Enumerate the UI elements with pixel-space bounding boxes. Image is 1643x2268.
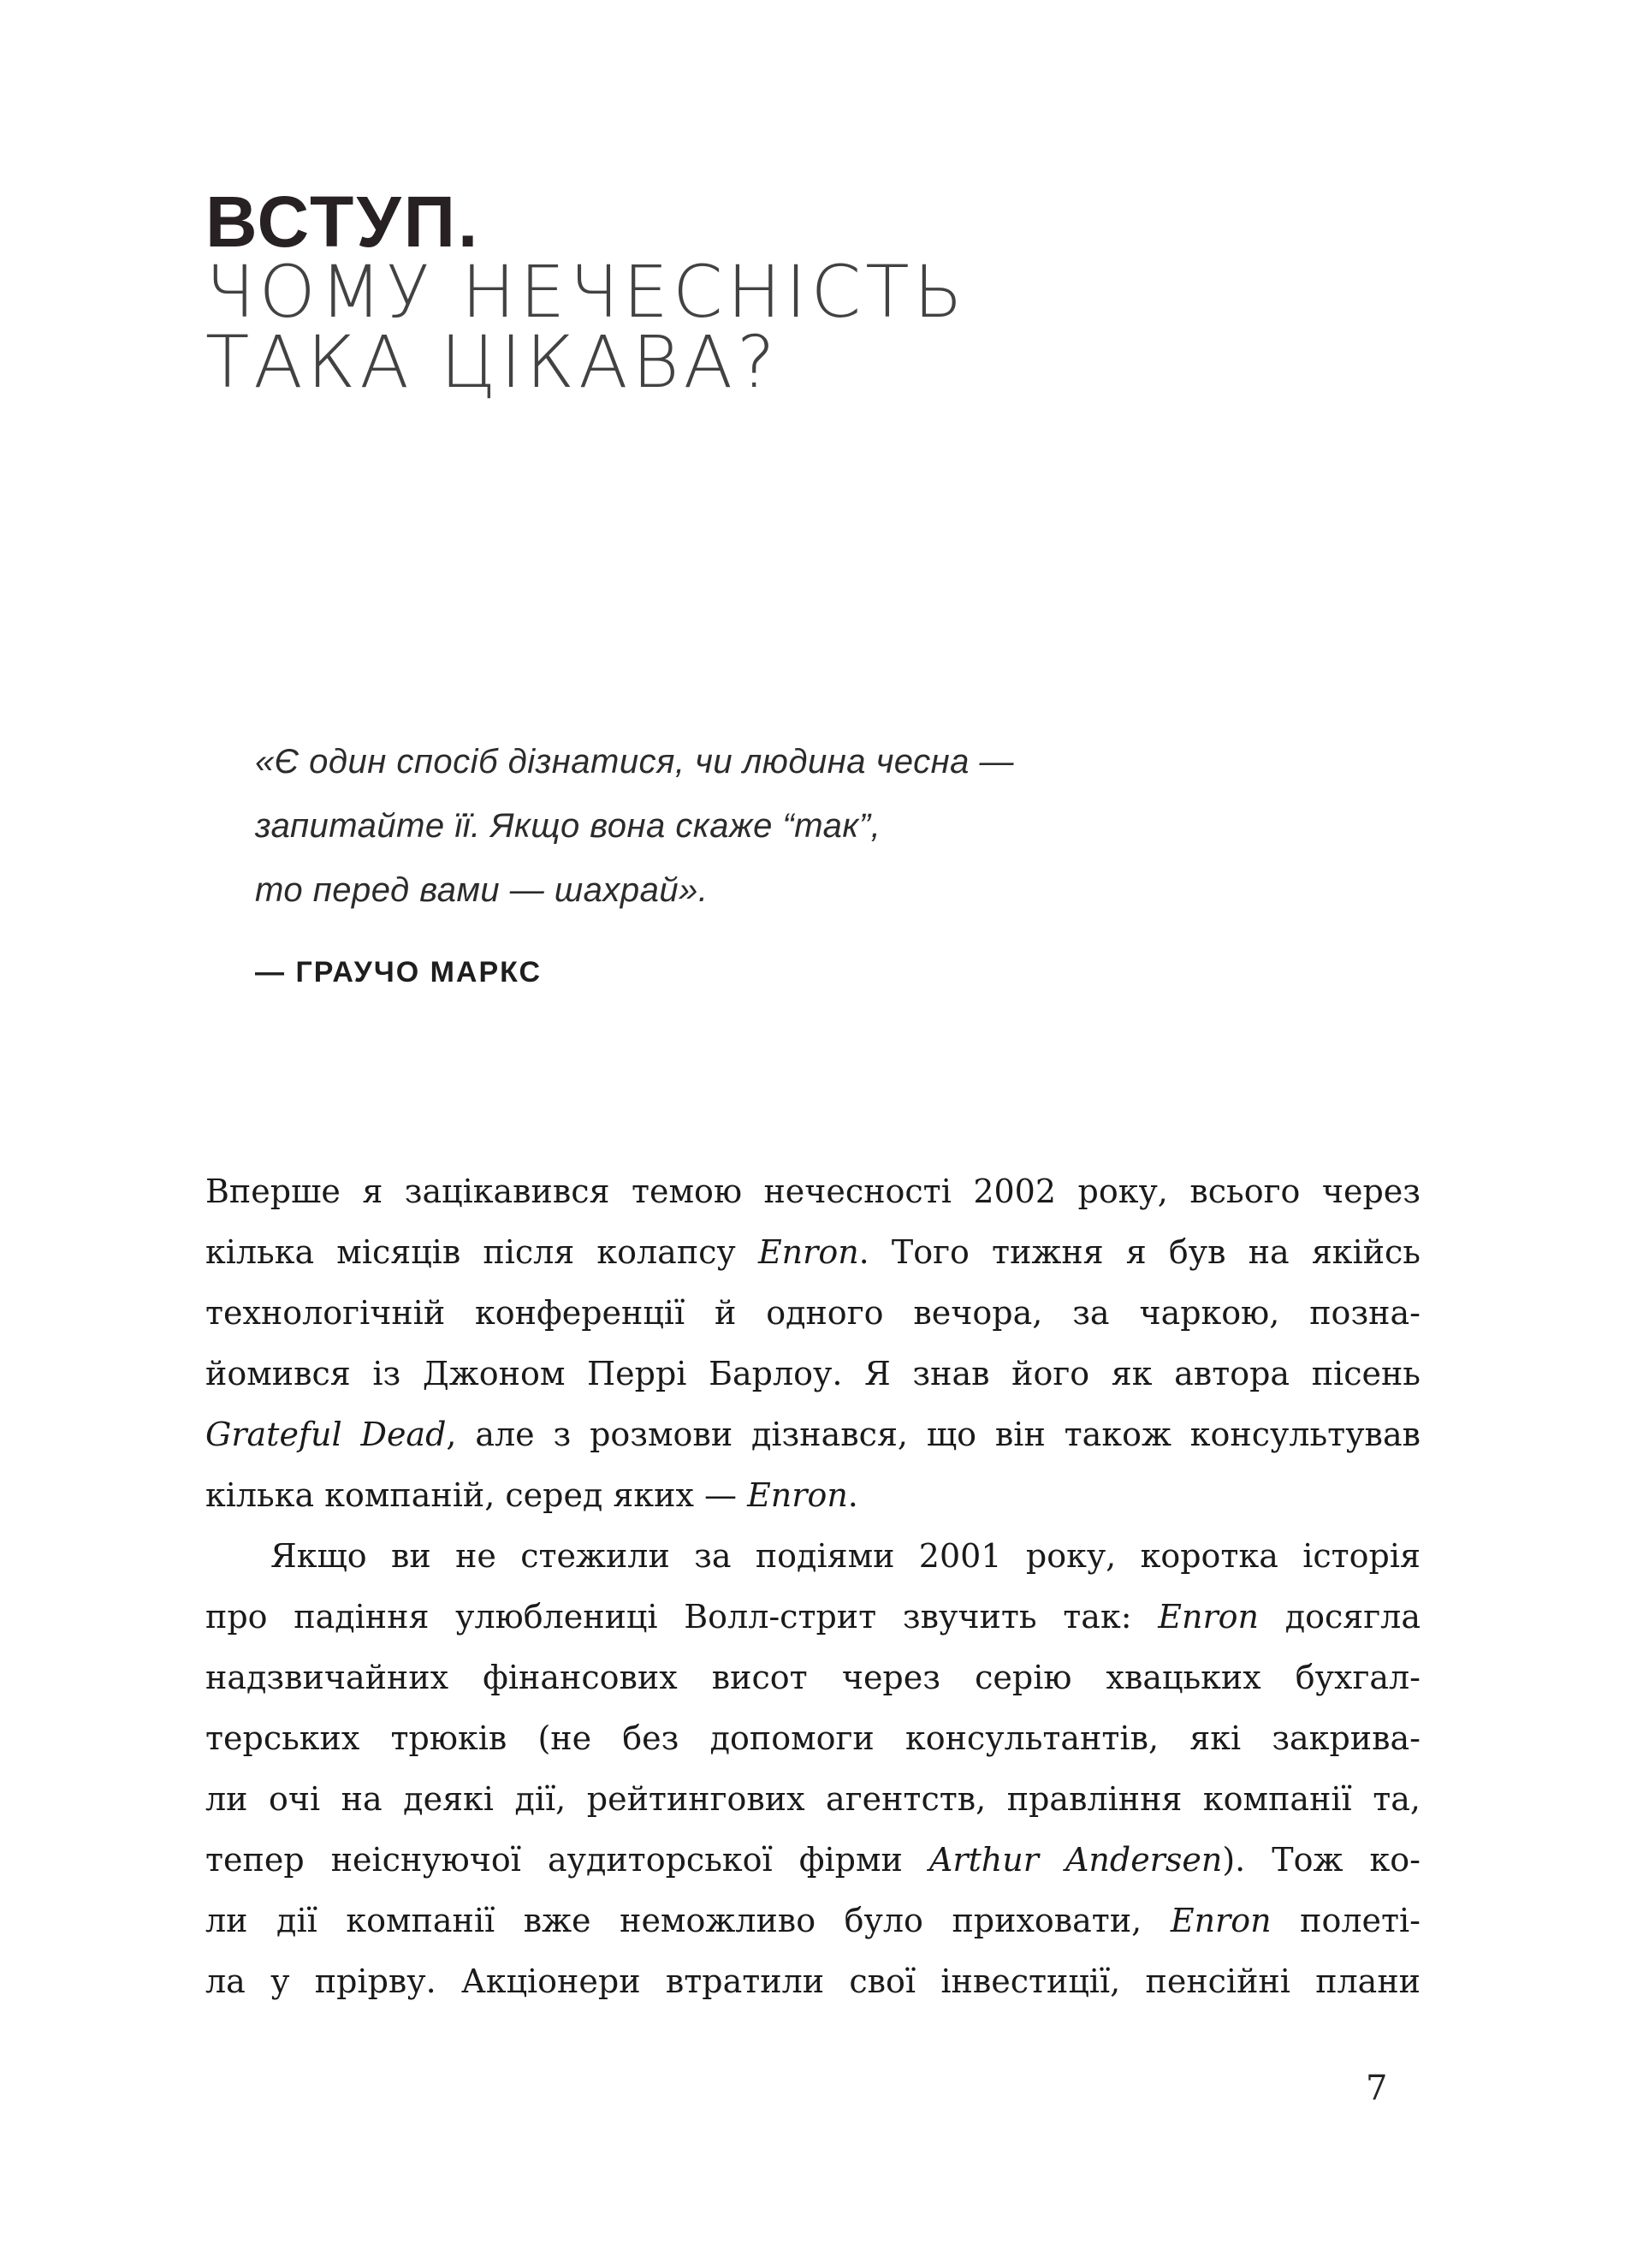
text-run: . bbox=[847, 1476, 858, 1514]
body-line bbox=[205, 1951, 1421, 2012]
body-line bbox=[205, 1648, 1421, 1708]
body-line bbox=[205, 1161, 1421, 1222]
text-run: кілька компаній, серед яких — bbox=[205, 1476, 748, 1514]
italic-run: Arthur Andersen bbox=[928, 1841, 1223, 1879]
italic-run: Enron bbox=[1158, 1598, 1259, 1636]
text-run: надзвичайних фінансових висот через серію хвацьких бухгал- bbox=[205, 1659, 1421, 1696]
body-line bbox=[205, 1222, 1421, 1283]
text-run: терських трюків (не без допомоги консультантів, які закрива- bbox=[205, 1719, 1421, 1757]
italic-run: Enron bbox=[1170, 1902, 1272, 1939]
text-run: про падіння улюблениці Волл-стрит звучить так: bbox=[205, 1598, 1159, 1636]
text-run: Вперше я зацікавився темою нечесності 2002 року, всього через bbox=[205, 1173, 1421, 1210]
italic-run: Grateful Dead bbox=[205, 1416, 447, 1453]
body-line bbox=[205, 1891, 1421, 1951]
text-run: ли дії компанії вже неможливо було приховати, bbox=[205, 1902, 1171, 1939]
text-run: Якщо ви не стежили за подіями 2001 року, коротка історія bbox=[270, 1537, 1421, 1575]
body-line bbox=[205, 1465, 1421, 1526]
body-text bbox=[205, 1161, 1421, 2012]
text-run: ли очі на деякі дії, рейтингових агентств, правління компанії та, bbox=[205, 1780, 1421, 1818]
body-line bbox=[205, 1283, 1421, 1344]
body-line bbox=[205, 1404, 1421, 1465]
italic-run: Enron bbox=[757, 1233, 859, 1271]
body-line bbox=[205, 1526, 1421, 1587]
body-line bbox=[205, 1587, 1421, 1648]
text-run: технологічній конференції й одного вечора, за чаркою, позна- bbox=[205, 1294, 1421, 1332]
text-run: . Того тижня я був на якійсь bbox=[858, 1233, 1421, 1271]
italic-run: Enron bbox=[747, 1476, 848, 1514]
body-line bbox=[205, 1708, 1421, 1769]
page-number: 7 bbox=[1366, 2069, 1388, 2108]
epigraph-attribution: — ГРАУЧО МАРКС bbox=[255, 956, 543, 989]
epigraph-line-3: то перед вами — шахрай». bbox=[255, 871, 709, 909]
text-run: ла у прірву. Акціонери втратили свої інвестиції, пенсійні плани bbox=[205, 1962, 1421, 2000]
text-run: досягла bbox=[1259, 1598, 1421, 1636]
text-run: полеті- bbox=[1271, 1902, 1421, 1939]
text-run: тепер неіснуючої аудиторської фірми bbox=[205, 1841, 929, 1879]
text-run: , але з розмови дізнався, що він також консультував bbox=[446, 1416, 1421, 1453]
chapter-subtitle-line-2: ТАКА ЦІКАВА? bbox=[205, 320, 780, 404]
chapter-title-block bbox=[205, 181, 968, 404]
chapter-subtitle-line-1: ЧОМУ НЕЧЕСНІСТЬ bbox=[205, 250, 968, 334]
epigraph bbox=[255, 730, 1014, 991]
chapter-title: ВСТУП. bbox=[205, 181, 481, 262]
text-run: кілька місяців після колапсу bbox=[205, 1233, 758, 1271]
body-line bbox=[205, 1769, 1421, 1830]
body-line bbox=[205, 1344, 1421, 1404]
epigraph-line-1: «Є один спосіб дізнатися, чи людина чесна — bbox=[255, 743, 1014, 781]
body-line bbox=[205, 1830, 1421, 1891]
text-run: ). Тож ко- bbox=[1222, 1841, 1421, 1879]
epigraph-line-2: запитайте її. Якщо вона скаже “так”, bbox=[255, 807, 881, 845]
text-run: йомився із Джоном Перрі Барлоу. Я знав його як автора пісень bbox=[205, 1355, 1421, 1392]
